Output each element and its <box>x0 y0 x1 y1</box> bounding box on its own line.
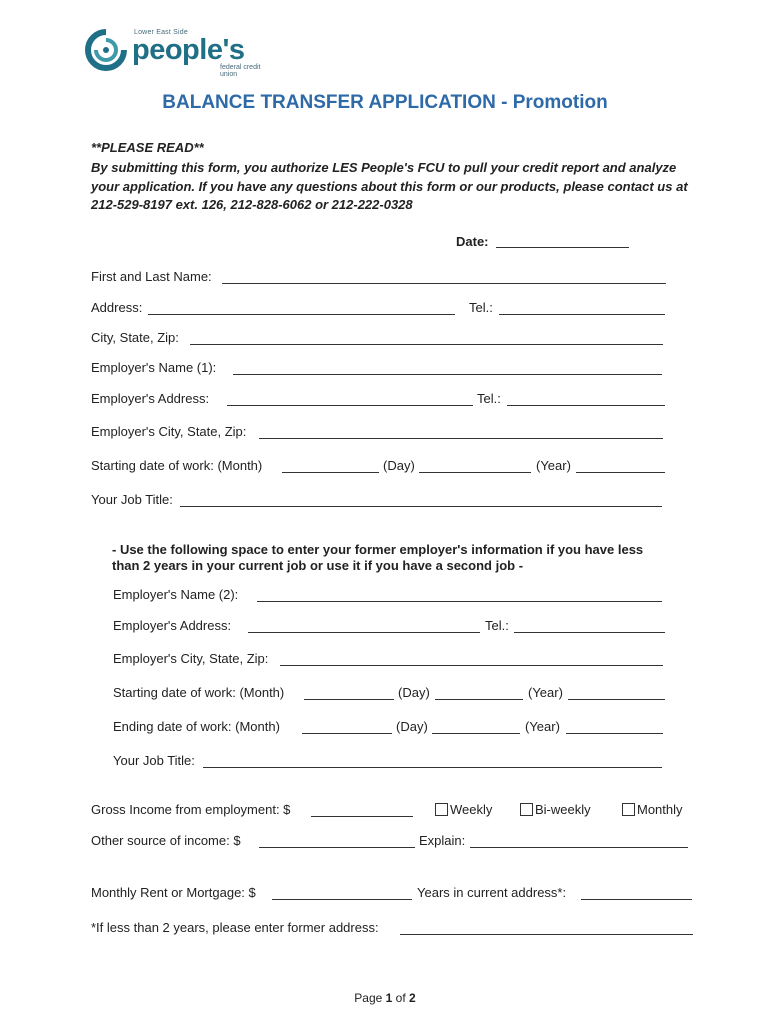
employer-name-2-label: Employer's Name (2): <box>113 587 239 602</box>
former-start-day-field[interactable] <box>435 699 523 700</box>
tel-label: Tel.: <box>469 300 493 315</box>
employer-name-1-field[interactable] <box>233 374 662 375</box>
former-end-year-label: (Year) <box>525 719 560 734</box>
start-year-label: (Year) <box>536 458 571 473</box>
start-day-label: (Day) <box>383 458 415 473</box>
name-field[interactable] <box>222 283 666 284</box>
employer-name-1-label: Employer's Name (1): <box>91 360 217 375</box>
former-end-month-label: Ending date of work: (Month) <box>113 719 280 734</box>
page-total: 2 <box>409 991 416 1005</box>
credit-union-logo <box>84 28 264 78</box>
former-end-day-field[interactable] <box>432 733 520 734</box>
address-field[interactable] <box>148 314 455 315</box>
employer-address-field[interactable] <box>227 405 473 406</box>
weekly-label: Weekly <box>450 802 493 817</box>
start-day-field[interactable] <box>419 472 531 473</box>
monthly-label: Monthly <box>637 802 683 817</box>
years-address-label: Years in current address*: <box>417 885 567 900</box>
gross-income-field[interactable] <box>311 816 413 817</box>
employer-address-label: Employer's Address: <box>91 391 210 406</box>
former-employer-city-field[interactable] <box>280 665 663 666</box>
employer-name-2-field[interactable] <box>257 601 662 602</box>
logo-name: people's <box>132 34 245 66</box>
explain-field[interactable] <box>470 847 688 848</box>
page-current: 1 <box>385 991 393 1005</box>
employer-city-label: Employer's City, State, Zip: <box>91 424 247 439</box>
years-address-field[interactable] <box>581 899 692 900</box>
logo-sub-text: federal credit union <box>220 64 261 78</box>
former-end-day-label: (Day) <box>396 719 428 734</box>
start-month-label: Starting date of work: (Month) <box>91 458 263 473</box>
rent-label: Monthly Rent or Mortgage: $ <box>91 885 256 900</box>
former-employer-address-field[interactable] <box>248 632 480 633</box>
date-label: Date: <box>456 234 489 249</box>
city-field[interactable] <box>190 344 663 345</box>
former-employer-tel-field[interactable] <box>514 632 665 633</box>
date-field[interactable] <box>496 247 629 248</box>
gross-income-label: Gross Income from employment: $ <box>91 802 291 817</box>
former-end-year-field[interactable] <box>566 733 663 734</box>
start-month-field[interactable] <box>282 472 379 473</box>
former-start-month-field[interactable] <box>304 699 394 700</box>
notice-body: By submitting this form, you authorize LES People's FCU to pull your credit report and analyze your application. If you have any questions about this form or our products, please contact us at 212-529-8197 ext. 126, 212-828-6062 or 212-222-0328 <box>91 160 688 212</box>
job-title-label: Your Job Title: <box>91 492 173 507</box>
other-income-field[interactable] <box>259 847 415 848</box>
biweekly-checkbox[interactable] <box>520 803 533 816</box>
former-employer-note: - Use the following space to enter your former employer's information if you have less than 2 years in your current job or use it if you have a second job - <box>112 542 644 573</box>
former-start-day-label: (Day) <box>398 685 430 700</box>
page-of: of <box>395 991 406 1005</box>
former-job-title-label: Your Job Title: <box>113 753 195 768</box>
page-title: BALANCE TRANSFER APPLICATION - Promotion <box>162 92 608 113</box>
monthly-checkbox[interactable] <box>622 803 635 816</box>
tel-field[interactable] <box>499 314 665 315</box>
former-employer-tel-label: Tel.: <box>485 618 509 633</box>
city-label: City, State, Zip: <box>91 330 179 345</box>
biweekly-label: Bi-weekly <box>535 802 591 817</box>
rent-field[interactable] <box>272 899 412 900</box>
page-number <box>0 991 770 1005</box>
employer-city-field[interactable] <box>259 438 663 439</box>
notice-heading: **PLEASE READ** <box>91 140 204 155</box>
job-title-field[interactable] <box>180 506 662 507</box>
start-year-field[interactable] <box>576 472 665 473</box>
explain-label: Explain: <box>419 833 466 848</box>
former-job-title-field[interactable] <box>203 767 662 768</box>
former-address-label: *If less than 2 years, please enter former address: <box>91 920 379 935</box>
name-label: First and Last Name: <box>91 269 212 284</box>
former-employer-address-label: Employer's Address: <box>113 618 232 633</box>
page-label: Page <box>354 991 383 1005</box>
former-end-month-field[interactable] <box>302 733 392 734</box>
former-employer-city-label: Employer's City, State, Zip: <box>113 651 269 666</box>
logo-mark-icon <box>84 28 128 72</box>
former-start-month-label: Starting date of work: (Month) <box>113 685 285 700</box>
former-address-field[interactable] <box>400 934 693 935</box>
former-start-year-label: (Year) <box>528 685 563 700</box>
address-label: Address: <box>91 300 143 315</box>
weekly-checkbox[interactable] <box>435 803 448 816</box>
employer-tel-field[interactable] <box>507 405 665 406</box>
employer-tel-label: Tel.: <box>477 391 501 406</box>
logo-top-text: Lower East Side <box>134 29 188 36</box>
other-income-label: Other source of income: $ <box>91 833 241 848</box>
former-start-year-field[interactable] <box>568 699 665 700</box>
